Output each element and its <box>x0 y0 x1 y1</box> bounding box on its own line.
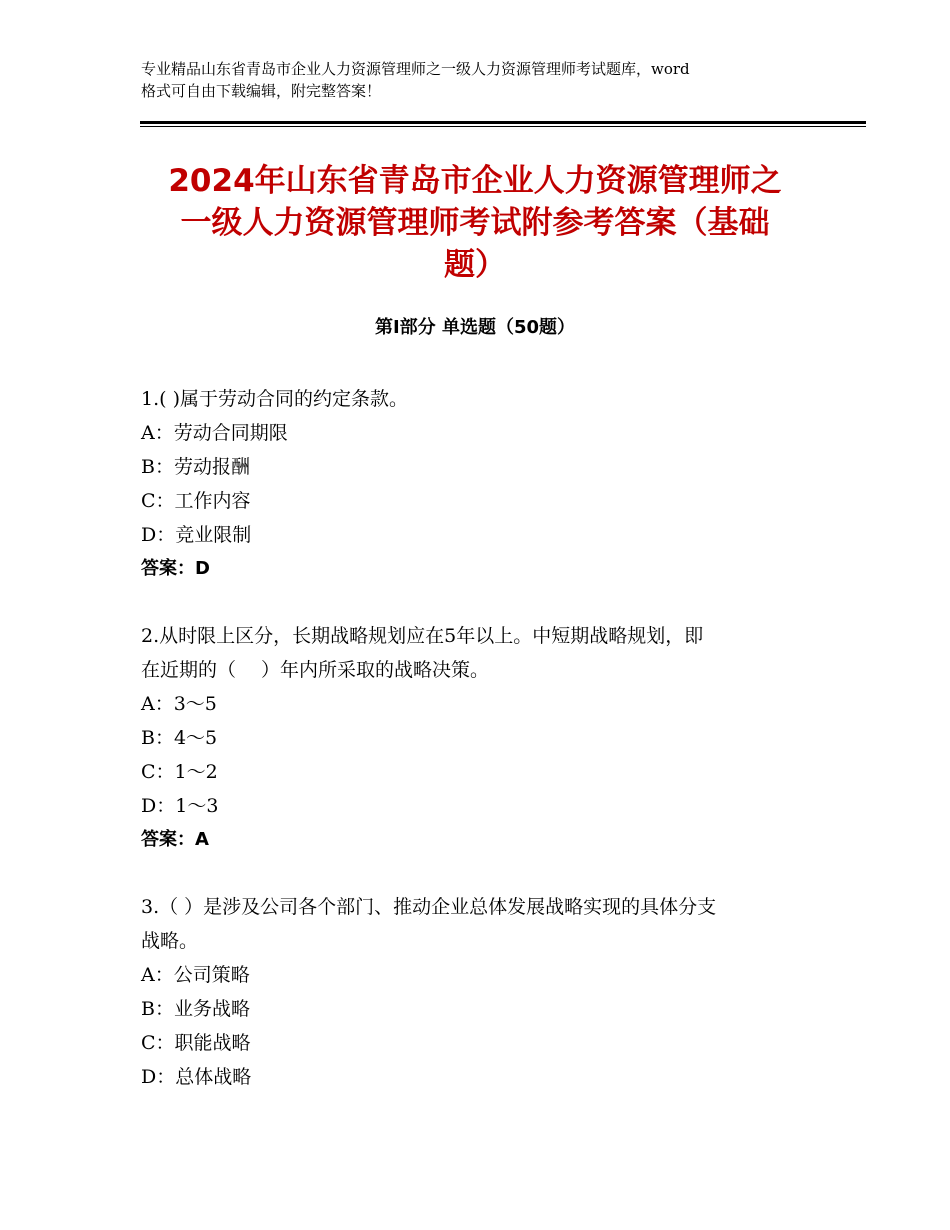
section-heading: 第Ⅰ部分 单选题（50题） <box>374 317 575 338</box>
header-note-line-2: 格式可自由下载编辑，附完整答案！ <box>141 82 382 100</box>
document-title <box>140 160 810 286</box>
question-stem-line: 在近期的（ ）年内所采取的战略决策。 <box>141 659 490 681</box>
option-d: D：总体战略 <box>141 1066 252 1088</box>
question-1 <box>141 382 809 586</box>
option-b: B：4～5 <box>141 727 218 749</box>
question-list <box>141 382 809 1127</box>
option-a: A：公司策略 <box>141 964 250 986</box>
option-c: C：1～2 <box>141 761 218 783</box>
option-c: C：职能战略 <box>141 1032 251 1054</box>
document-title-line-3: 题） <box>444 247 506 283</box>
question-stem-line: 战略。 <box>141 930 199 952</box>
answer-label: 答案：D <box>141 558 210 579</box>
document-title-line-2: 一级人力资源管理师考试附参考答案（基础 <box>180 205 770 241</box>
header-note-line-1: 专业精品山东省青岛市企业人力资源管理师之一级人力资源管理师考试题库，word <box>141 60 690 78</box>
option-a: A：3～5 <box>141 693 217 715</box>
question-stem-line: 3.（ ）是涉及公司各个部门、推动企业总体发展战略实现的具体分支 <box>141 896 717 918</box>
option-a: A：劳动合同期限 <box>141 422 288 444</box>
header-rule-thick <box>140 121 866 124</box>
header-rule-thin <box>140 126 866 127</box>
option-b: B：业务战略 <box>141 998 250 1020</box>
option-d: D：竞业限制 <box>141 524 252 546</box>
option-d: D：1～3 <box>141 795 219 817</box>
option-b: B：劳动报酬 <box>141 456 250 478</box>
question-stem-line: 1.( )属于劳动合同的约定条款。 <box>141 388 408 410</box>
question-2 <box>141 619 809 857</box>
question-stem-line: 2.从时限上区分，长期战略规划应在5年以上。中短期战略规划，即 <box>141 625 704 647</box>
answer-label: 答案：A <box>141 829 209 850</box>
document-title-line-1: 2024年山东省青岛市企业人力资源管理师之 <box>168 163 782 199</box>
question-3 <box>141 890 809 1094</box>
header-note <box>141 58 831 102</box>
option-c: C：工作内容 <box>141 490 251 512</box>
